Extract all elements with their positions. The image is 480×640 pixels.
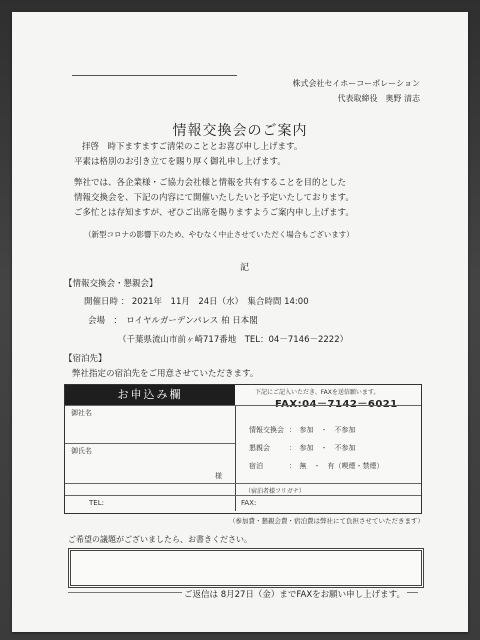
wish-label: ご希望の議題がございましたら、お書きください。 xyxy=(68,535,252,544)
form-rule xyxy=(65,495,421,496)
tel-field-label: TEL: xyxy=(89,499,104,507)
greeting-line: 拝啓 時下ますますご清栄のこととお喜び申し上げます。 xyxy=(82,142,303,152)
company-field-label: 御社名 xyxy=(71,409,92,417)
stay-label: 宿泊 xyxy=(249,462,263,470)
event-venue: 会場 ： ロイヤルガーデンパレス 柏 日本閣 xyxy=(88,316,258,326)
wish-input-box[interactable] xyxy=(68,548,424,588)
name-field-label: 御氏名 xyxy=(71,447,92,455)
recipient-line xyxy=(72,75,237,76)
representative-name: 代表取締役 奥野 清志 xyxy=(337,94,420,103)
document-page xyxy=(12,12,468,632)
form-fax-number: FAX:04－7142－6021 xyxy=(275,399,398,410)
form-rule xyxy=(65,483,421,484)
event-address: （千葉県流山市前ヶ崎717番地 TEL：04－7146－2222） xyxy=(118,335,349,345)
covid-note: （新型コロナの影響下のため、やむなく中止させていただく場合もございます） xyxy=(84,230,354,239)
sama-suffix: 様 xyxy=(215,472,222,480)
party-options[interactable]: ： 参加 ・ 不参加 xyxy=(289,444,356,452)
form-heading: お申込み欄 xyxy=(65,385,235,405)
form-hint: 下記にご記入いただき、FAXを送信願います。 xyxy=(255,389,380,396)
greeting-line: 平素は格別のお引き立てを賜り厚く御礼申し上げます。 xyxy=(74,157,286,167)
lodging-section-heading: 【宿泊先】 xyxy=(64,354,107,364)
body-line: ご多忙とは存知ますが、ぜひご出席を賜りますようご案内申し上げます。 xyxy=(74,208,354,218)
exchange-options[interactable]: ： 参加 ・ 不参加 xyxy=(289,426,356,434)
body-block xyxy=(74,176,354,221)
sender-block xyxy=(293,76,420,106)
exchange-label: 情報交換会 xyxy=(249,426,284,434)
event-section-heading: 【情報交換会・懇親会】 xyxy=(64,279,158,289)
ki-marker: 記 xyxy=(240,263,250,273)
form-rule xyxy=(65,405,421,406)
company-name: 株式会社セイホーコーポレーション xyxy=(292,79,420,88)
fax-field-label: FAX: xyxy=(241,499,257,507)
application-form xyxy=(64,384,422,514)
body-line: 弊社では、各企業様・ご協力会社様と情報を共有することを目的とした xyxy=(74,178,347,188)
greeting-block xyxy=(74,140,302,170)
fee-note: （参加費・懇親会費・宿泊費は弊社にて負担させていただきます） xyxy=(229,517,424,525)
reply-note: ご返信は 8月27日（金）までFAXをお願い申し上げます。 xyxy=(184,590,405,600)
lodging-text: 弊社指定の宿泊先をご用意させていただきます。 xyxy=(72,369,259,379)
form-rule xyxy=(65,443,235,444)
body-line: 情報交換会を、下記の内容にて開催いたしたいと予定いたしております。 xyxy=(74,193,354,203)
document-title: 情報交換会のご案内 xyxy=(172,123,308,139)
stay-name-hint: （宿泊者様フリガナ） xyxy=(245,488,305,495)
party-label: 懇親会 xyxy=(249,444,270,452)
event-date: 開催日時 ： 2021年 11月 24日（水） 集合時間 14:00 xyxy=(84,297,309,307)
stay-options[interactable]: ： 無 ・ 有（喫煙・禁煙） xyxy=(289,462,384,470)
